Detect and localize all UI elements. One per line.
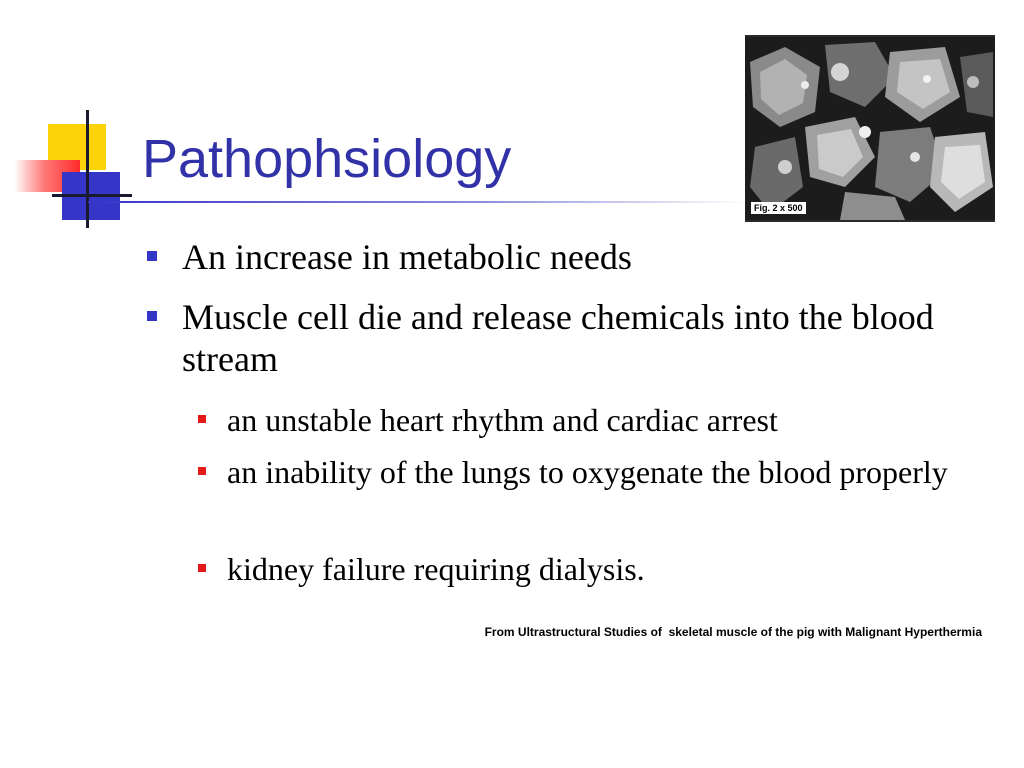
sub-bullet-text: kidney failure requiring dialysis. — [227, 551, 645, 587]
square-bullet-icon — [147, 311, 157, 321]
sub-bullet-item — [227, 402, 997, 438]
square-sub-bullet-icon — [198, 467, 206, 475]
bullet-item — [182, 296, 972, 380]
bullet-item — [182, 236, 972, 278]
sub-bullet-text: an inability of the lungs to oxygenate the blood properly — [227, 454, 948, 490]
micrograph-caption: Fig. 2 x 500 — [751, 202, 806, 214]
sub-bullet-text: an unstable heart rhythm and cardiac arrest — [227, 402, 778, 438]
square-sub-bullet-icon — [198, 415, 206, 423]
source-citation: From Ultrastructural Studies of skeletal muscle of the pig with Malignant Hyperthermia — [484, 625, 982, 639]
bullet-text: Muscle cell die and release chemicals into the blood stream — [182, 297, 934, 379]
bullet-text: An increase in metabolic needs — [182, 237, 632, 277]
square-bullet-icon — [147, 251, 157, 261]
slide-title: Pathophsiology — [142, 129, 512, 189]
sub-bullet-item — [227, 551, 997, 587]
square-sub-bullet-icon — [198, 564, 206, 572]
sub-bullet-item — [227, 454, 997, 490]
